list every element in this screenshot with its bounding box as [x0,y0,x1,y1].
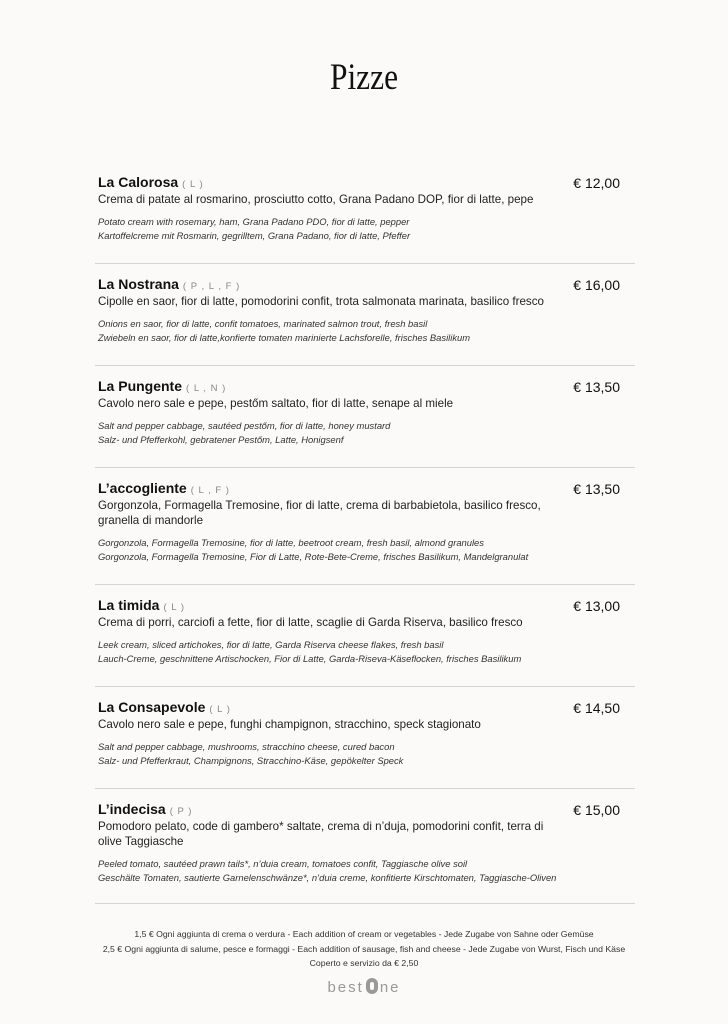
item-description-de: Geschälte Tomaten, sautierte Garnelenschwänze*, n’duia creme, konfitierte Kirschtomaten, Taggiasche-Oliven [98,872,557,883]
item-allergens: ( L , N ) [186,383,227,394]
menu-item [95,162,635,264]
bestone-logo [0,978,728,996]
item-description-de: Gorgonzola, Formagella Tremosine, Fior di Latte, Rote-Bete-Creme, frisches Basilikum, Mandelgranulat [98,551,529,562]
item-name: La Calorosa [98,174,179,190]
menu-item [95,264,635,366]
logo-text: best [327,979,364,996]
logo-text: ne [379,979,401,996]
menu-item [95,366,635,468]
menu-item [95,585,635,687]
item-name: La Pungente [98,378,183,394]
item-description-en: Salt and pepper cabbage, mushrooms, stracchino cheese, cured bacon [98,741,395,752]
item-description-de: Salz- und Pfefferkraut, Champignons, Stracchino-Käse, gepökelter Speck [98,755,404,766]
item-allergens: ( L ) [163,602,186,613]
item-name: La Nostrana [98,276,179,292]
item-header [98,801,632,817]
item-name: L’accogliente [98,480,187,496]
item-translations [98,857,578,885]
item-header [98,480,632,496]
item-price: € 14,50 [573,700,620,716]
item-description-de: Kartoffelcreme mit Rosmarin, gegrilltem, Grana Padano, fior di latte, Pfeffer [98,230,411,241]
item-name: La timida [98,597,160,613]
item-allergens: ( L ) [209,704,231,715]
item-description-en: Leek cream, sliced artichokes, fior di latte, Garda Riserva cheese flakes, fresh basil [98,639,444,650]
item-description-en: Potato cream with rosemary, ham, Grana Padano PDO, fior di latte, pepper [98,216,410,227]
item-price: € 12,00 [573,175,620,191]
logo-o-mark [366,978,378,994]
item-description-it: Cavolo nero sale e pepe, funghi champignon, stracchino, speck stagionato [98,718,481,731]
item-price: € 13,50 [573,379,620,395]
item-description-it: Cipolle en saor, fior di latte, pomodorini confit, trota salmonata marinata, basilico fresco [98,295,544,308]
item-description-de: Lauch-Creme, geschnittene Artischocken, Fior di Latte, Garda-Riseva-Käseflocken, frisches Basilikum [98,653,522,664]
item-translations [98,215,578,243]
item-description-it: Crema di patate al rosmarino, prosciutto cotto, Grana Padano DOP, fior di latte, pepe [98,193,534,206]
footer-notes [0,927,728,971]
item-translations [98,638,578,666]
item-name: L’indecisa [98,801,166,817]
item-name: La Consapevole [98,699,206,715]
item-price: € 13,00 [573,598,620,614]
menu-item [95,687,635,789]
footer-note: Coperto e servizio da € 2,50 [309,958,419,968]
item-price: € 15,00 [573,802,620,818]
item-description-en: Gorgonzola, Formagella Tremosine, fior di latte, beetroot cream, fresh basil, almond granules [98,537,484,548]
item-description-it: Crema di porri, carciofi a fette, fior di latte, scaglie di Garda Riserva, basilico fresco [98,616,523,629]
item-header [98,276,632,292]
menu-item [95,468,635,585]
pizza-menu-list [95,162,635,904]
item-translations [98,740,578,768]
item-description-de: Salz- und Pfefferkohl, gebratener Pestőm, Latte, Honigsenf [98,434,344,445]
item-description-it: Pomodoro pelato, code di gambero* saltate, crema di n’duja, pomodorini confit, terra di olive Taggiasche [98,820,544,848]
item-allergens: ( P , L , F ) [182,281,241,292]
item-description-en: Peeled tomato, sautéed prawn tails*, n’duia cream, tomatoes confit, Taggiasche olive soil [98,858,468,869]
item-description-it: Cavolo nero sale e pepe, pestőm saltato, fior di latte, senape al miele [98,397,454,410]
item-description-it: Gorgonzola, Formagella Tremosine, fior di latte, crema di barbabietola, basilico fresco, granella di mandorle [98,499,541,527]
item-translations [98,317,578,345]
menu-item [95,789,635,904]
page-title: Pizze [329,57,399,98]
item-price: € 16,00 [573,277,620,293]
item-allergens: ( P ) [169,806,193,817]
item-translations [98,536,578,564]
footer-note: 1,5 € Ogni aggiunta di crema o verdura - Each addition of cream or vegetables - Jede Zugabe von Sahne oder Gemüse [134,929,594,939]
footer-note: 2,5 € Ogni aggiunta di salume, pesce e formaggi - Each addition of sausage, fish and cheese - Jede Zugabe von Wurst, Fisch und Käse [102,943,626,954]
item-header [98,699,632,715]
item-translations [98,419,578,447]
item-description-en: Onions en saor, fior di latte, confit tomatoes, marinated salmon trout, fresh basil [98,318,428,329]
item-header [98,378,632,394]
item-price: € 13,50 [573,481,620,497]
item-description-en: Salt and pepper cabbage, sautéed pestőm, fior di latte, honey mustard [98,420,391,431]
item-allergens: ( L , F ) [190,485,230,496]
item-header [98,597,632,613]
item-description-de: Zwiebeln en saor, fior di latte,konfierte tomaten marinierte Lachsforelle, frisches Basilikum [98,332,471,343]
item-allergens: ( L ) [182,179,204,190]
item-header [98,174,632,190]
